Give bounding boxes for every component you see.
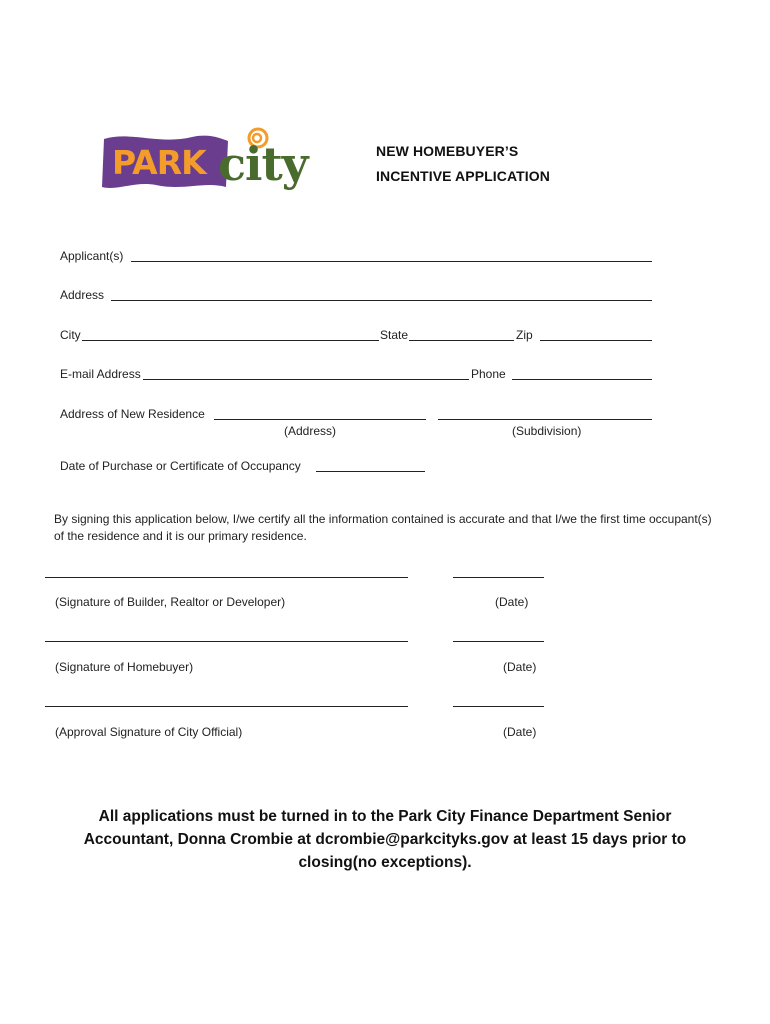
logo-text-city: city bbox=[218, 137, 308, 191]
submission-notice: All applications must be turned in to the Park City Finance Department Senior Accountant, Donna Crombie at dcrombie@parkcityks.gov at least 15 days prior to closing(no exceptions). bbox=[83, 808, 687, 871]
builder-signature-caption: (Signature of Builder, Realtor or Developer) bbox=[55, 595, 286, 609]
homebuyer-signature-line[interactable] bbox=[45, 641, 408, 642]
new-residence-subdivision-field[interactable] bbox=[438, 419, 652, 420]
homebuyer-signature-caption: (Signature of Homebuyer) bbox=[55, 660, 194, 674]
city-field[interactable] bbox=[82, 340, 379, 341]
applicants-label: Applicant(s) bbox=[60, 249, 124, 263]
address-label: Address bbox=[60, 288, 105, 302]
applicants-field[interactable] bbox=[131, 261, 652, 262]
purchase-date-label: Date of Purchase or Certificate of Occupancy bbox=[60, 459, 301, 473]
logo-text-park: PARK bbox=[112, 143, 206, 182]
official-date-caption: (Date) bbox=[503, 725, 537, 739]
purchase-date-field[interactable] bbox=[316, 471, 425, 472]
official-signature-caption: (Approval Signature of City Official) bbox=[55, 725, 243, 739]
form-title-line2: INCENTIVE APPLICATION bbox=[376, 168, 550, 184]
builder-date-line[interactable] bbox=[453, 577, 544, 578]
zip-field[interactable] bbox=[540, 340, 652, 341]
homebuyer-date-line[interactable] bbox=[453, 641, 544, 642]
email-field[interactable] bbox=[143, 379, 469, 380]
certification-text: By signing this application below, I/we certify all the information contained is accurate and that I/we the first time occupant(s) of the residence and it is our primary residence. bbox=[54, 512, 712, 543]
official-date-line[interactable] bbox=[453, 706, 544, 707]
new-residence-address-field[interactable] bbox=[214, 419, 426, 420]
official-signature-line[interactable] bbox=[45, 706, 408, 707]
phone-label: Phone bbox=[471, 367, 506, 381]
homebuyer-date-caption: (Date) bbox=[503, 660, 537, 674]
phone-field[interactable] bbox=[512, 379, 652, 380]
email-label: E-mail Address bbox=[60, 367, 141, 381]
address-caption: (Address) bbox=[284, 424, 337, 438]
state-label: State bbox=[380, 328, 409, 342]
state-field[interactable] bbox=[409, 340, 514, 341]
park-city-logo bbox=[100, 125, 320, 200]
address-field[interactable] bbox=[111, 300, 652, 301]
new-residence-label: Address of New Residence bbox=[60, 407, 205, 421]
city-label: City bbox=[60, 328, 81, 342]
zip-label: Zip bbox=[516, 328, 533, 342]
builder-signature-line[interactable] bbox=[45, 577, 408, 578]
subdivision-caption: (Subdivision) bbox=[512, 424, 582, 438]
form-title-line1: NEW HOMEBUYER’S bbox=[376, 143, 519, 159]
builder-date-caption: (Date) bbox=[495, 595, 529, 609]
